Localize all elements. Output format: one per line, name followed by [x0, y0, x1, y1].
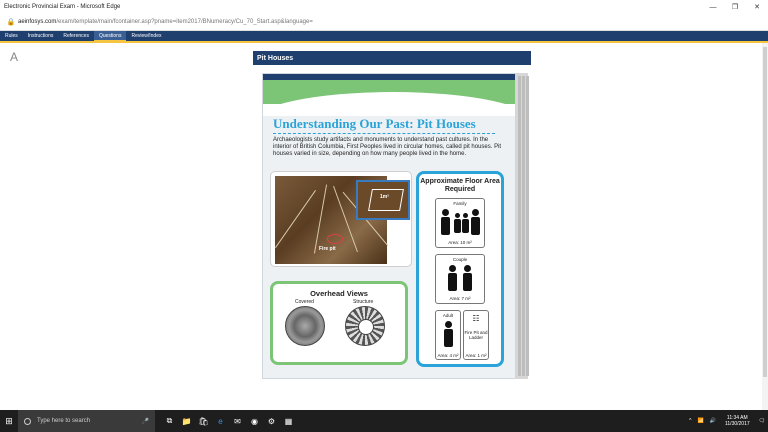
family-icon	[472, 209, 479, 216]
couple-icon	[449, 265, 456, 272]
couple-box	[435, 254, 485, 304]
family-icon	[454, 219, 461, 233]
search-icon	[24, 418, 31, 425]
settings-icon[interactable]: ⚙	[267, 416, 276, 426]
ladder-icon: ☷	[472, 314, 480, 323]
page-edge	[518, 76, 521, 376]
tab-instructions[interactable]: Instructions	[27, 33, 54, 39]
square-metre-inset	[356, 180, 410, 220]
minimize-button[interactable]: —	[709, 3, 717, 11]
reference-page	[262, 73, 516, 379]
page-edge	[526, 76, 529, 376]
taskbar-clock[interactable]	[725, 415, 750, 427]
system-tray	[686, 415, 768, 427]
edge-icon[interactable]: e	[218, 416, 223, 426]
task-view-icon[interactable]: ⧉	[166, 416, 173, 425]
firepit-box	[463, 310, 489, 360]
family-icon	[471, 217, 480, 235]
microphone-icon[interactable]: 🎤	[141, 418, 149, 425]
firepit-label: Fire Pit and Ladder	[464, 330, 488, 340]
windows-taskbar	[0, 410, 768, 432]
family-box	[435, 198, 485, 248]
family-icon	[455, 213, 460, 218]
volume-icon[interactable]: 🔊	[709, 418, 716, 424]
title-underline	[273, 133, 495, 134]
url-text[interactable]: aeinfosys.com/exam/template/main/fcontainer.asp?pname=item2017/BNumeracy/Cu_70_Start.asp&language=	[18, 19, 313, 25]
family-icon	[463, 213, 468, 218]
window-titlebar	[0, 0, 768, 14]
tab-questions[interactable]: Questions	[94, 31, 127, 41]
overhead-views-card	[270, 281, 408, 365]
vertical-scrollbar[interactable]	[762, 43, 768, 410]
page-edge	[522, 76, 525, 376]
page-title: Understanding Our Past: Pit Houses	[273, 116, 476, 131]
network-icon[interactable]: 📶	[697, 418, 704, 424]
floor-area-title: Approximate Floor Area Required	[420, 178, 500, 193]
square-metre-label: 1m²	[380, 194, 389, 200]
tab-references[interactable]: References	[63, 33, 89, 39]
scrollbar-thumb[interactable]	[763, 47, 767, 377]
couple-area: Area: 7 m²	[449, 296, 471, 301]
tab-review-index[interactable]: Review/Index	[131, 33, 162, 39]
chrome-icon[interactable]: ◉	[251, 416, 258, 426]
tab-rules[interactable]: Rules	[5, 33, 18, 39]
couple-icon	[463, 273, 472, 291]
mail-icon[interactable]: ✉	[234, 416, 241, 426]
window-title: Electronic Provincial Exam - Microsoft Edge	[4, 4, 121, 10]
couple-icon	[448, 273, 457, 291]
family-label: Family	[453, 201, 467, 206]
family-icon	[442, 209, 449, 216]
chevron-up-icon[interactable]: ^	[689, 418, 692, 424]
square-outline	[368, 189, 404, 211]
family-icon	[441, 217, 450, 235]
lock-icon: 🔒	[6, 19, 16, 26]
file-explorer-icon[interactable]: 📁	[181, 416, 192, 426]
close-button[interactable]: ✕	[754, 4, 760, 11]
adult-label: Adult	[442, 313, 454, 318]
taskbar-search[interactable]	[18, 410, 155, 432]
adult-icon	[445, 321, 452, 328]
photo-pole	[275, 190, 316, 248]
start-button[interactable]: ⊞	[5, 415, 13, 426]
store-icon[interactable]: 🛍	[198, 416, 209, 426]
maximize-button[interactable]: ❐	[731, 4, 739, 11]
question-letter: A	[10, 50, 19, 64]
clock-time: 11:34 AM	[726, 415, 748, 421]
page-intro: Archaeologists study artifacts and monuments to understand past cultures. In the interior of British Columbia, First Peoples lived in circular homes, called pit houses. Pit houses varied in size, depending on how many people lived in the home.	[273, 137, 502, 157]
couple-label: Couple	[452, 257, 468, 262]
fire-pit-label: Fire pit	[319, 246, 336, 252]
clock-date: 11/30/2017	[724, 421, 750, 427]
couple-icon	[464, 265, 471, 272]
floor-area-card	[416, 171, 504, 367]
fire-pit-marker	[327, 234, 343, 244]
covered-label: Covered	[295, 299, 314, 305]
exam-navbar	[0, 31, 768, 41]
firepit-area: Area: 1 m²	[465, 353, 487, 358]
structure-view-image	[345, 306, 385, 346]
covered-view-image	[285, 306, 325, 346]
calculator-icon[interactable]: ▦	[284, 416, 293, 426]
adult-box	[435, 310, 461, 360]
family-icon	[462, 219, 469, 233]
address-bar[interactable]	[0, 14, 768, 31]
structure-label: Structure	[353, 299, 374, 305]
section-header: Pit Houses	[253, 51, 531, 65]
overhead-title: Overhead Views	[310, 289, 368, 298]
adult-area: Area: 4 m²	[437, 353, 459, 358]
family-area: Area: 10 m²	[448, 240, 472, 245]
nav-accent-line	[0, 41, 768, 43]
photo-pole	[314, 184, 327, 253]
search-placeholder: Type here to search	[37, 418, 91, 424]
notifications-icon[interactable]: 🗨	[758, 418, 765, 424]
adult-icon	[444, 329, 453, 347]
